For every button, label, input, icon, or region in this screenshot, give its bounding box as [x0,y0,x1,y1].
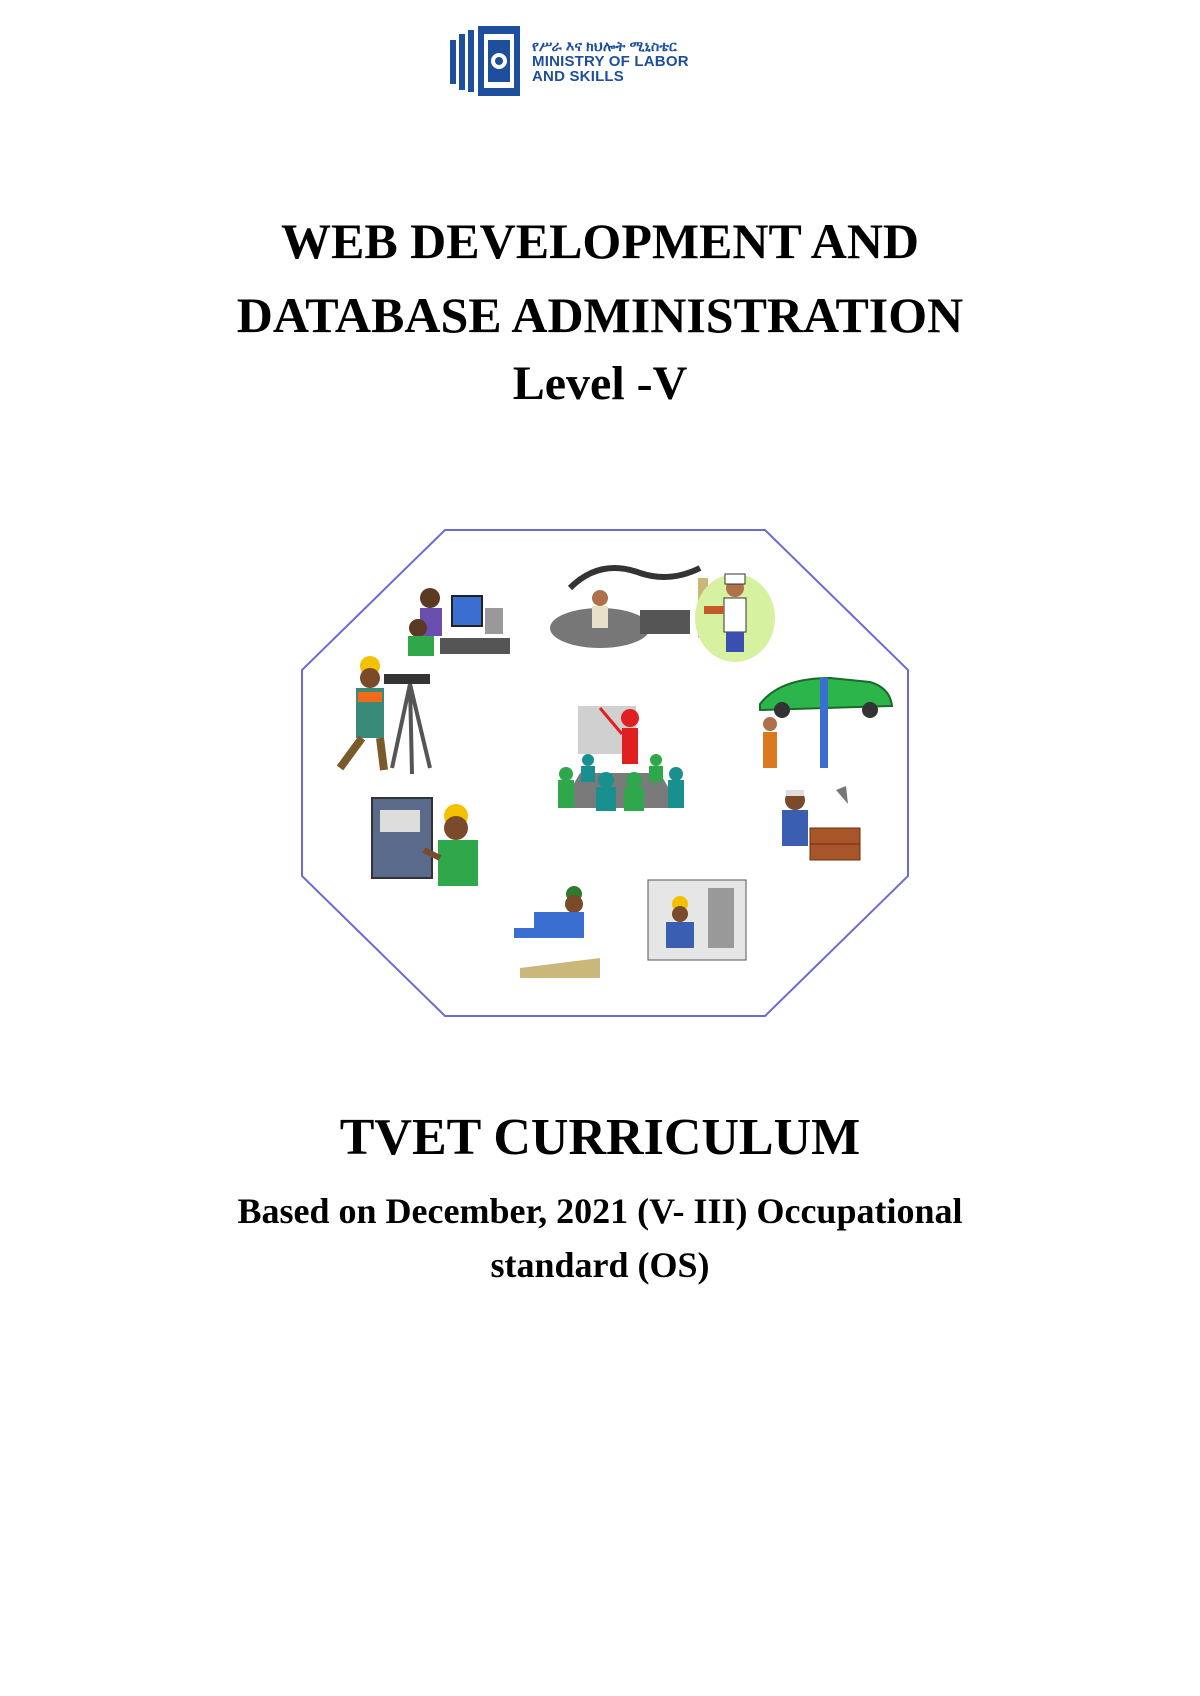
curriculum-subtitle [0,1184,1200,1292]
subtitle-line1: Based on December, 2021 (V- III) Occupational [237,1191,963,1231]
main-title [0,204,1200,352]
electrician-icon [372,798,478,886]
chef-icon [695,574,775,662]
title-line1: WEB DEVELOPMENT AND [280,213,920,269]
logo-amharic-text: የሥራ እና ክህሎት ሚኒስቴር [532,37,677,54]
ministry-emblem-icon [448,26,522,96]
subtitle-line2: standard (OS) [490,1245,710,1285]
level-title: Level -V [512,357,688,410]
logo-line2: AND SKILLS [532,67,624,85]
curriculum-title: TVET CURRICULUM [339,1109,861,1166]
occupations-octagon-illustration [300,528,910,1018]
machinist-icon [648,880,746,960]
title-line2: DATABASE ADMINISTRATION [236,287,964,343]
logo-line1: MINISTRY OF LABOR [532,52,689,70]
ministry-logo [448,26,689,96]
